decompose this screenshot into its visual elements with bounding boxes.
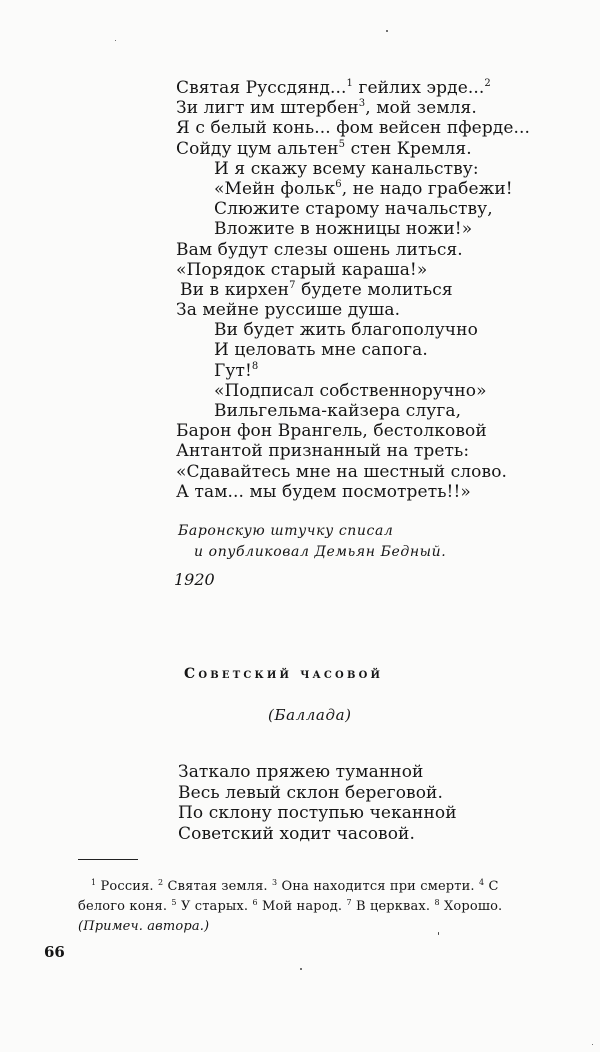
poem-line: Вложите в ножницы ножи!» — [214, 219, 473, 240]
poem-line: Сойду цум альтен$^5$ стен Кремля. — [176, 138, 472, 159]
footnotes: $^1$ Россия. $^2$ Святая земля. $^3$ Она находится при смерти. $^4$ С белого коня. $^5$ У старых. $^6$ Мой народ. $^7$ В церквах. $^8$ Хорошо. (Примеч. автора.) — [78, 878, 503, 934]
poem-year: 1920 — [174, 570, 215, 589]
poem-line: Гут!$^8$ — [214, 360, 259, 381]
print-speck — [592, 1044, 593, 1045]
print-speck — [300, 968, 302, 970]
footnote-divider — [78, 859, 138, 860]
poem-line: И целовать мне сапога. — [214, 340, 428, 361]
print-speck — [438, 932, 439, 935]
poem-subtitle: (Баллада) — [268, 706, 352, 724]
poem-line: А там... мы будем посмотреть!!» — [176, 481, 471, 502]
page-number: 66 — [44, 943, 65, 961]
poem-line: «Сдавайтесь мне на шестный слово. — [176, 461, 508, 482]
poem-line: Зи лигт им штербен$^3$, мой земля. — [176, 98, 477, 119]
poem-line: Весь левый склон береговой. — [178, 782, 443, 803]
poem-line: Вильгельма-кайзера слуга, — [214, 401, 462, 421]
poem-line: По склону поступью чеканной — [178, 803, 457, 823]
poem-title: Советский часовой — [184, 666, 384, 682]
poem-line: Ви в кирхен$^7$ будете молиться — [180, 279, 453, 300]
poem-line: И я скажу всему канальству: — [214, 158, 479, 179]
poem-line: Вам будут слезы ошень литься. — [176, 239, 463, 260]
poem-line: «Мейн фольк$^6$, не надо грабежи! — [214, 178, 513, 199]
poem-line: Слюжите старому начальству, — [214, 199, 493, 220]
poem-line: Антантой признанный на треть: — [176, 441, 470, 462]
poem-line: Советский ходит часовой. — [178, 823, 415, 844]
signature-line: Баронскую штучку списал — [178, 523, 394, 539]
poem-line: Барон фон Врангель, бестолковой — [176, 421, 487, 442]
author-note: (Примеч. автора.) — [78, 919, 210, 934]
signature-line: и опубликовал Демьян Бедный. — [194, 544, 447, 560]
poem-line: «Порядок старый караша!» — [176, 259, 428, 280]
poem-line: Святая Руссдянд...$^1$ гейлих эрде...$^2$ — [176, 78, 491, 98]
poem-sentry — [178, 762, 457, 844]
poem-signature — [178, 521, 446, 563]
print-speck — [115, 40, 116, 41]
poem-line: Заткало пряжею туманной — [178, 762, 424, 782]
print-speck — [386, 30, 388, 32]
poem-line: За мейне руссише душа. — [176, 300, 401, 321]
poem-line: Я с белый конь... фом вейсен пферде... — [176, 118, 531, 139]
poem-line: Ви будет жить благополучно — [214, 320, 478, 341]
poem-wrangel — [176, 78, 530, 502]
poem-line: «Подписал собственноручно» — [214, 380, 487, 401]
